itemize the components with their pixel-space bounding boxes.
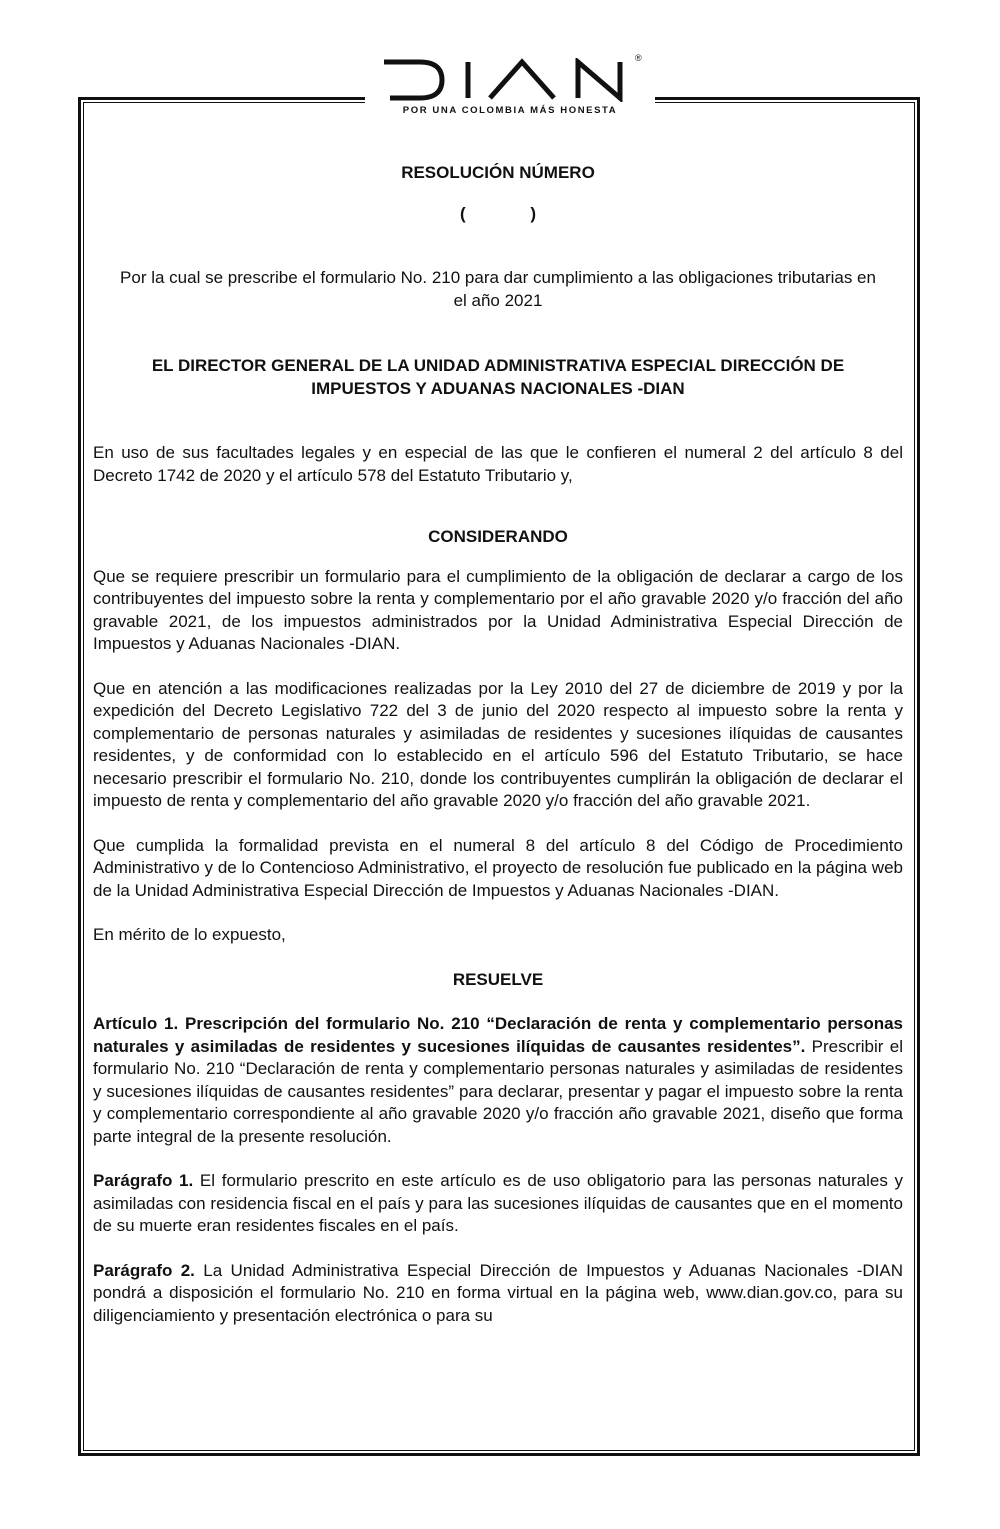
paragraph-2 xyxy=(93,1260,903,1328)
article-1-title: “Declaración de renta y complementario personas naturales y asimiladas de residentes y sucesiones ilíquidas de causantes residentes”. xyxy=(93,1014,903,1056)
paragraph-2-label: Parágrafo 2. xyxy=(93,1260,195,1280)
considering-heading: CONSIDERANDO xyxy=(428,527,568,546)
registered-mark: ® xyxy=(635,53,642,63)
consideration-1: Que se requiere prescribir un formulario para el cumplimiento de la obligación de declarar a cargo de los contribuyentes del impuesto sobre la renta y complementario por el año gravable 2020 y/o fracción del año gravable 2021, de los impuestos administrados por la Unidad Administrativa Especial Dirección de Impuestos y Aduanas Nacionales -DIAN. xyxy=(93,566,903,653)
logo-tagline: POR UNA COLOMBIA MÁS HONESTA xyxy=(402,105,618,116)
consideration-3: Que cumplida la formalidad prevista en el numeral 8 del artículo 8 del Código de Procedimiento Administrativo y de lo Contencioso Administrativo, el proyecto de resolución fue publicado en la página web de la Unidad Administrativa Especial Dirección de Impuestos y Aduanas Nacionales -DIAN. xyxy=(93,835,903,900)
legal-powers: En uso de sus facultades legales y en especial de las que le confieren el numeral 2 del artículo 8 del Decreto 1742 de 2020 y el artículo 578 del Estatuto Tributario y, xyxy=(93,443,903,485)
paragraph-1-label: Parágrafo 1. xyxy=(93,1171,194,1190)
resolution-number: ( ) xyxy=(459,203,537,223)
document-body xyxy=(93,160,903,1327)
paragraph-1 xyxy=(93,1170,903,1238)
resolves-heading: RESUELVE xyxy=(452,969,544,989)
article-1 xyxy=(93,1013,903,1148)
resolution-title: RESOLUCIÓN NÚMERO xyxy=(401,163,595,182)
resolution-subject: Por la cual se prescribe el formulario No. 210 para dar cumplimiento a las obligaciones tributarias en el año 2021 xyxy=(120,268,876,310)
merit-statement: En mérito de lo expuesto, xyxy=(93,925,286,944)
dian-logo xyxy=(365,52,655,126)
issuer-heading: EL DIRECTOR GENERAL DE LA UNIDAD ADMINISTRATIVA ESPECIAL DIRECCIÓN DE IMPUESTOS Y ADUANAS NACIONALES -DIAN xyxy=(151,356,845,398)
paragraph-1-body: El formulario prescrito en este artículo es de uso obligatorio para las personas naturales y asimiladas con residencia fiscal en el país y para las sucesiones ilíquidas de causantes que en el momento de su muerte eran residentes fiscales en el país. xyxy=(93,1171,904,1235)
paragraph-2-body: La Unidad Administrativa Especial Dirección de Impuestos y Aduanas Nacionales -DIAN pondrá a disposición el formulario No. 210 en forma virtual en la página web, www.dian.gov.co, para su diligenciamiento y presentación electrónica o para su xyxy=(93,1260,903,1325)
article-1-body: Prescribir el formulario No. 210 “Declaración de renta y complementario personas naturales y asimiladas de residentes y sucesiones ilíquidas de causantes residentes” para declarar, presentar y pagar el impuesto sobre la renta y complementario correspondiente al año gravable 2020 y/o fracción año gravable 2021, diseño que forma parte integral de la presente resolución. xyxy=(93,1036,903,1146)
dian-wordmark xyxy=(380,58,640,102)
article-1-heading: Artículo 1. Prescripción del formulario No. 210 xyxy=(93,1014,487,1033)
consideration-2: Que en atención a las modificaciones realizadas por la Ley 2010 del 27 de diciembre de 2019 y por la expedición del Decreto Legislativo 722 del 3 de junio del 2020 respecto al impuesto sobre la renta y complementario de personas naturales y asimiladas de residentes y sucesiones ilíquidas de causantes residentes, y de conformidad con lo establecido en el artículo 596 del Estatuto Tributario, se hace necesario prescribir el formulario No. 210, donde los contribuyentes cumplirán la obligación de declarar el impuesto de renta y complementario del año gravable 2020 y/o fracción del año gravable 2021. xyxy=(93,678,903,810)
